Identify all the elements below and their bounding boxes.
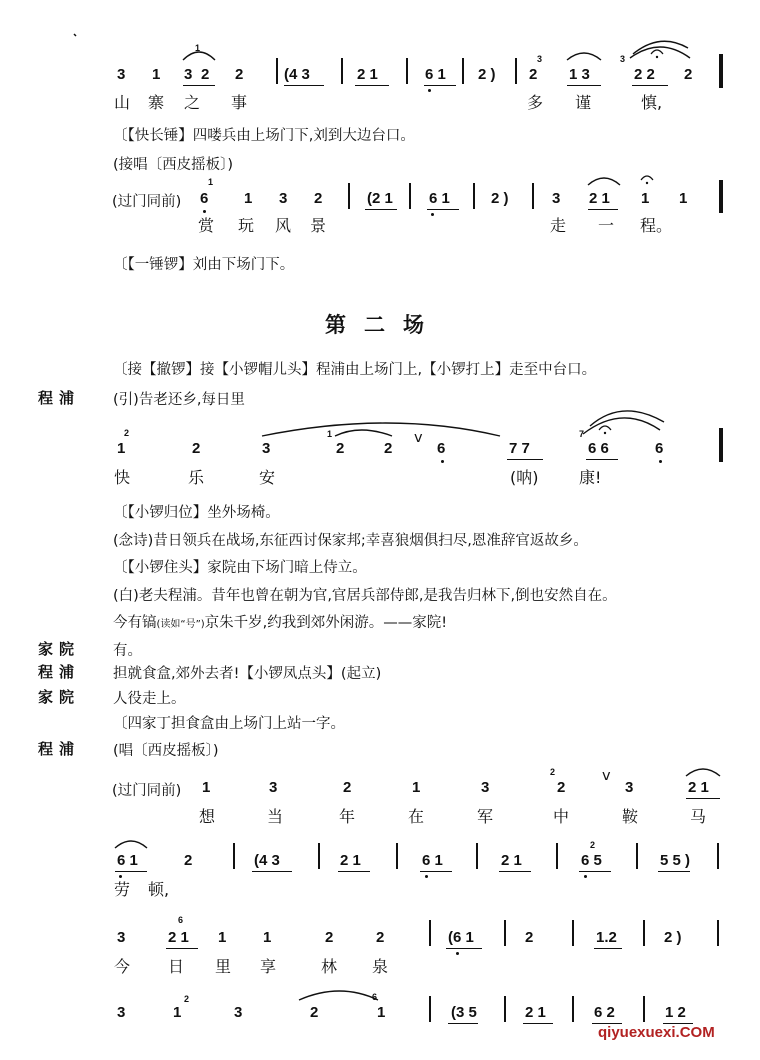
lyric: 景: [310, 216, 327, 235]
note: 2 1: [357, 66, 378, 83]
lyric: 里: [215, 957, 232, 976]
note: 2: [384, 440, 393, 457]
slur: [588, 178, 620, 185]
grace-note: 3: [620, 54, 626, 64]
role-name: 程浦: [38, 389, 81, 407]
lyric: 林: [321, 957, 338, 976]
note: 1: [152, 66, 161, 83]
note: 1: [679, 190, 688, 207]
lyric: 山: [114, 93, 131, 112]
speech-part: 今有镐: [113, 615, 157, 631]
note: 2 ): [478, 66, 496, 83]
lyric: 康!: [579, 468, 602, 487]
lyric: 寨: [148, 93, 165, 112]
stage-direction: 〔接【撤锣】接【小锣帽儿头】程浦由上场门上,【小锣打上】走至中台口。: [113, 362, 597, 378]
slur: [686, 769, 720, 776]
role-name: 程浦: [38, 740, 81, 758]
grace-note: 2: [550, 767, 556, 777]
lyric: 顿,: [148, 880, 170, 899]
pronunciation-note: (读如“号”): [156, 619, 205, 630]
note: (2 1: [367, 190, 393, 207]
note: 2: [235, 66, 244, 83]
note: 2: [310, 1004, 319, 1021]
dialogue-text: 有。: [113, 643, 142, 659]
note: 3: [262, 440, 271, 457]
note: 2 1: [688, 779, 709, 796]
note: 1: [202, 779, 211, 796]
prelude-label: (过门同前): [112, 194, 182, 210]
stage-direction: (接唱〔西皮摇板〕): [113, 157, 234, 173]
note: (4 3: [284, 66, 310, 83]
note: (3 5: [451, 1004, 477, 1021]
slur: [299, 991, 378, 1000]
role-name: 家院: [38, 640, 81, 658]
lyric: 在: [408, 807, 425, 826]
speech-part: 京朱千岁,约我到郊外闲游。——家院!: [204, 615, 448, 631]
fermata: [599, 426, 611, 430]
grace-note: 2: [590, 840, 596, 850]
fermata-dot: [646, 182, 648, 184]
note: 2: [525, 929, 534, 946]
fermata: [641, 176, 653, 180]
note: 1: [377, 1004, 386, 1021]
note: 1 2: [665, 1004, 686, 1021]
note: 6: [437, 440, 446, 457]
note: 2: [184, 852, 193, 869]
note: 1 3: [569, 66, 590, 83]
slur: [567, 53, 601, 60]
note: 2: [557, 779, 566, 796]
stage-direction: 〔四家丁担食盒由上场门上站一字。: [113, 716, 345, 732]
fermata-dot: [604, 432, 606, 434]
lyric: 中: [553, 807, 570, 826]
lyric: 事: [231, 93, 248, 112]
note: 2: [684, 66, 693, 83]
note: 3: [625, 779, 634, 796]
fermata-dot: [656, 56, 658, 58]
lyric: 泉: [372, 957, 389, 976]
note: 6 1: [422, 852, 443, 869]
note: 1: [641, 190, 650, 207]
note: (6 1: [448, 929, 474, 946]
note: 6 6: [588, 440, 609, 457]
grace-note: 1: [195, 43, 201, 53]
note: 7 7: [509, 440, 530, 457]
lyric: 马: [690, 807, 707, 826]
note: 2: [325, 929, 334, 946]
note: 2 1: [589, 190, 610, 207]
note: 2 1: [168, 929, 189, 946]
stage-direction: 〔【小锣归位】坐外场椅。: [113, 505, 280, 521]
lyric: 想: [199, 807, 216, 826]
note: 1: [263, 929, 272, 946]
note: 3: [481, 779, 490, 796]
note: 2: [201, 66, 210, 83]
lyric: 慎,: [641, 93, 663, 112]
lyric: 程。: [640, 216, 673, 235]
note: 2 1: [525, 1004, 546, 1021]
speech: (白)老夫程浦。昔年也曾在朝为官,官居兵部侍郎,是我告归林下,倒也安然自在。: [113, 588, 617, 604]
dialogue-text: (引)告老还乡,每日里: [113, 392, 245, 408]
lyric: 风: [275, 216, 292, 235]
note: 6 1: [425, 66, 446, 83]
lyric: 快: [114, 468, 131, 487]
lyric: 年: [339, 807, 356, 826]
poem: (念诗)昔日领兵在战场,东征西讨保家邦;幸喜狼烟俱扫尽,恩准辞官返故乡。: [113, 533, 588, 549]
note: 3: [552, 190, 561, 207]
note: 2 ): [664, 929, 682, 946]
dialogue-text: 人役走上。: [113, 691, 186, 707]
grace-note: 6: [372, 992, 378, 1002]
breath-mark: v: [414, 430, 423, 446]
grace-note: 6: [178, 915, 184, 925]
lyric: 一: [598, 216, 615, 235]
note: 6 5: [581, 852, 602, 869]
lyric: 玩: [238, 216, 255, 235]
grace-note: 2: [184, 994, 190, 1004]
note: 3: [117, 929, 126, 946]
note: 1: [244, 190, 253, 207]
note: 2: [343, 779, 352, 796]
grace-note: 2: [124, 428, 130, 438]
lyric: 安: [259, 468, 276, 487]
note: 6 1: [117, 852, 138, 869]
grace-note: 7: [579, 429, 585, 439]
lyric: 多: [527, 93, 544, 112]
speck: [74, 34, 76, 36]
breath-mark: v: [602, 768, 611, 784]
role-name: 程浦: [38, 663, 81, 681]
note: 1: [117, 440, 126, 457]
note: 6: [200, 190, 209, 207]
grace-note: 3: [537, 54, 543, 64]
dialogue-text: 担就食盒,郊外去者!【小锣凤点头】(起立): [113, 666, 382, 682]
grace-note: 1: [208, 177, 214, 187]
watermark: qiyuexuexi.COM: [598, 1024, 715, 1041]
lyric: 谨: [575, 93, 592, 112]
note: 2 2: [634, 66, 655, 83]
note: 2 ): [491, 190, 509, 207]
note: 1: [218, 929, 227, 946]
fermata: [651, 50, 663, 54]
lyric: 之: [184, 93, 201, 112]
note: 2: [529, 66, 538, 83]
lyric: 日: [168, 957, 185, 976]
slur: [183, 52, 215, 60]
note: 3: [279, 190, 288, 207]
note: 3: [184, 66, 193, 83]
note: 1: [173, 1004, 182, 1021]
lyric: 走: [550, 216, 567, 235]
lyric: 鞍: [622, 807, 639, 826]
note: 5 5 ): [660, 852, 691, 869]
note: 3: [234, 1004, 243, 1021]
lyric: 享: [260, 957, 277, 976]
note: 2 1: [340, 852, 361, 869]
scene-title: 第二场: [325, 313, 442, 337]
note: 2: [376, 929, 385, 946]
lyric: 今: [114, 957, 131, 976]
stage-direction: 〔【快长锤】四喽兵由上场门下,刘到大边台口。: [113, 128, 415, 144]
slur: [335, 430, 392, 436]
sing-cue: (唱〔西皮摇板〕): [113, 743, 219, 759]
slur: [115, 841, 147, 848]
note: 6 1: [429, 190, 450, 207]
grace-note: 1: [327, 429, 333, 439]
note: 3: [269, 779, 278, 796]
slur: [262, 423, 500, 436]
lyric: 军: [477, 807, 494, 826]
lyric: 当: [267, 807, 284, 826]
prelude-label: (过门同前): [112, 783, 182, 799]
note: 2: [336, 440, 345, 457]
note: 2: [314, 190, 323, 207]
note: 1: [412, 779, 421, 796]
slur: [583, 418, 660, 434]
stage-direction: 〔【小锣住头】家院由下场门暗上侍立。: [113, 560, 367, 576]
note: 1.2: [596, 929, 617, 946]
lyric: 劳: [114, 880, 131, 899]
note: 3: [117, 66, 126, 83]
note: 6 2: [594, 1004, 615, 1021]
role-name: 家院: [38, 688, 81, 706]
stage-direction: 〔【一锤锣】刘由下场门下。: [113, 257, 295, 273]
slur: [630, 47, 690, 58]
lyric: 赏: [198, 216, 215, 235]
note: 2: [192, 440, 201, 457]
note: 6: [655, 440, 664, 457]
lyric: 乐: [188, 468, 205, 487]
note: 3: [117, 1004, 126, 1021]
note: (4 3: [254, 852, 280, 869]
lyric: (呐): [510, 468, 539, 487]
note: 2 1: [501, 852, 522, 869]
